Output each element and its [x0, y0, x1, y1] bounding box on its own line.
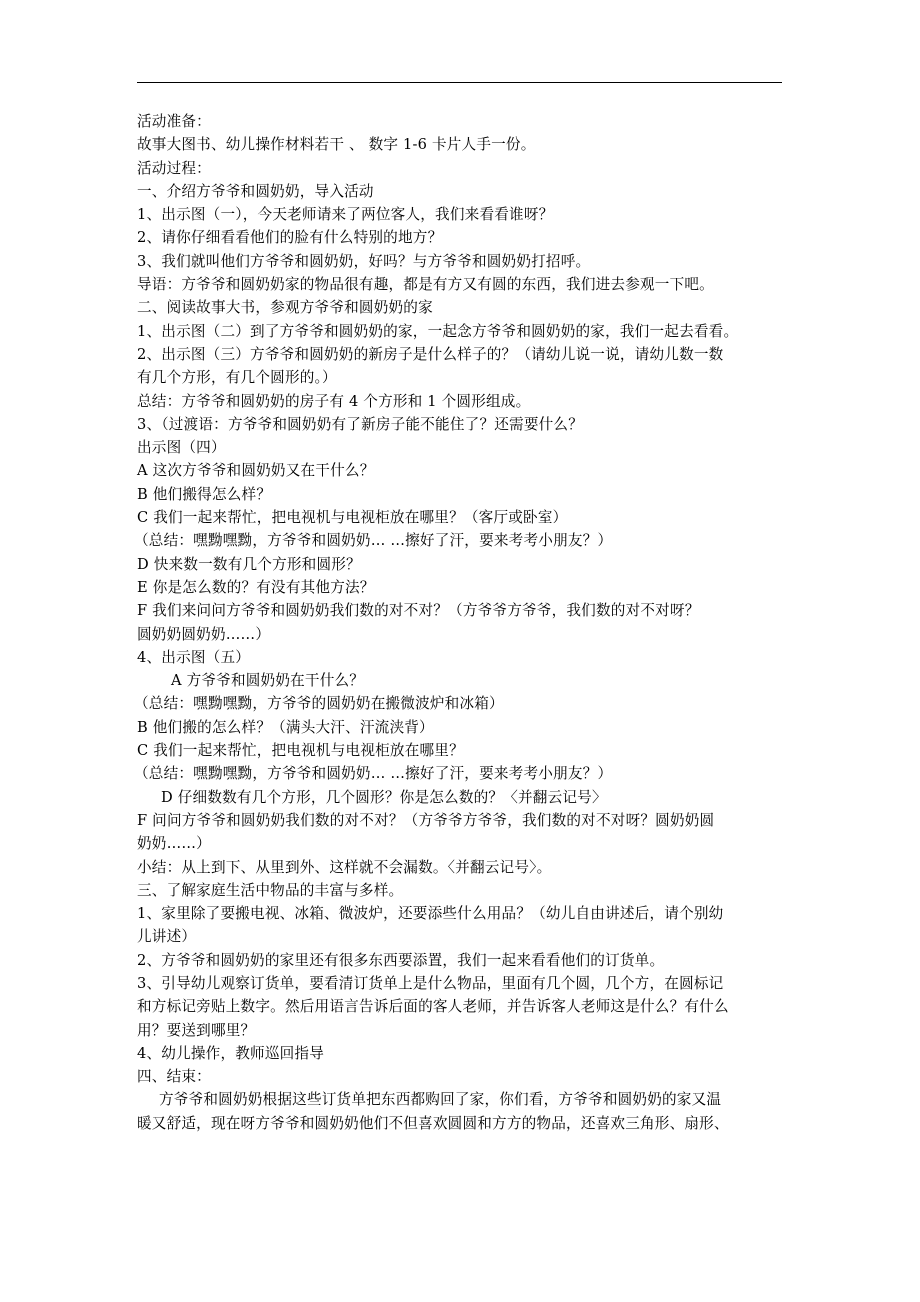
section-heading: 四、结束：	[137, 1068, 211, 1086]
text-line: 4、幼儿操作，教师巡回指导	[137, 1044, 325, 1062]
text-line: 1、出示图（二）到了方爷爷和圆奶奶的家，一起念方爷爷和圆奶奶的家，我们一起去看看。	[137, 322, 739, 340]
text-line: D 快来数一数有几个方形和圆形？	[137, 555, 361, 573]
text-line: 圆奶奶圆奶奶……）	[137, 625, 271, 643]
text-line: （总结：嘿黝嘿黝，方爷爷和圆奶奶… …擦好了汗，要来考考小朋友？）	[134, 532, 613, 550]
text-line: C 我们一起来帮忙，把电视机与电视柜放在哪里？（客厅或卧室）	[137, 509, 568, 527]
text-line: 小结：从上到下、从里到外、这样就不会漏数。〈并翻云记号〉。	[137, 858, 552, 876]
text-line: 3、（过渡语：方爷爷和圆奶奶有了新房子能不能住了？还需要什么？	[137, 415, 584, 433]
section-heading: 一、介绍方爷爷和圆奶奶，导入活动	[137, 182, 374, 200]
text-line: 4、出示图（五）	[137, 648, 251, 666]
section-heading: 二、阅读故事大书，参观方爷爷和圆奶奶的家	[137, 299, 433, 317]
text-line: （总结：嘿黝嘿黝，方爷爷和圆奶奶… …擦好了汗，要来考考小朋友？）	[134, 765, 613, 783]
text-line: 导语：方爷爷和圆奶奶家的物品很有趣，都是有方又有圆的东西，我们进去参观一下吧。	[137, 276, 714, 294]
text-line: B 他们搬的怎么样？（满头大汗、汗流浃背）	[137, 718, 434, 736]
text-line: D 仔细数数有几个方形，几个圆形？你是怎么数的？〈并翻云记号〉	[161, 788, 607, 806]
text-line: A 这次方爷爷和圆奶奶又在干什么？	[137, 462, 375, 480]
text-line: C 我们一起来帮忙，把电视机与电视柜放在哪里？	[137, 742, 464, 760]
text-line: 方爷爷和圆奶奶根据这些订货单把东西都购回了家，你们看，方爷爷和圆奶奶的家又温	[159, 1091, 722, 1109]
text-line: 总结：方爷爷和圆奶奶的房子有 4 个方形和 1 个圆形组成。	[137, 392, 531, 410]
text-line: B 他们搬得怎么样？	[137, 485, 272, 503]
section-label: 活动过程：	[137, 159, 211, 177]
text-line: A 方爷爷和圆奶奶在干什么？	[171, 672, 365, 690]
text-line: 暖又舒适，现在呀方爷爷和圆奶奶他们不但喜欢圆圆和方方的物品，还喜欢三角形、扇形、	[137, 1114, 729, 1132]
text-line: 儿讲述）	[137, 928, 197, 946]
text-line: 有几个方形，有几个圆形的。）	[137, 369, 337, 387]
section-heading: 三、了解家庭生活中物品的丰富与多样。	[137, 881, 404, 899]
text-line: 和方标记旁贴上数字。然后用语言告诉后面的客人老师，并告诉客人老师这是什么？有什么	[137, 998, 729, 1016]
header-rule	[137, 82, 782, 83]
text-line: 3、我们就叫他们方爷爷和圆奶奶，好吗？与方爷爷和圆奶奶打招呼。	[137, 252, 591, 270]
text-line: 1、出示图（一），今天老师请来了两位客人，我们来看看谁呀？	[137, 206, 554, 224]
text-line: 2、方爷爷和圆奶奶的家里还有很多东西要添置，我们一起来看看他们的订货单。	[137, 951, 665, 969]
text-line: F 我们来问问方爷爷和圆奶奶我们数的对不对？（方爷爷方爷爷，我们数的对不对呀？	[137, 602, 700, 620]
text-line: （总结：嘿黝嘿黝，方爷爷的圆奶奶在搬微波炉和冰箱）	[134, 695, 504, 713]
text-line: 3、引导幼儿观察订货单，要看清订货单上是什么物品，里面有几个圆，几个方，在圆标记	[137, 974, 724, 992]
text-line: 用？要送到哪里？	[137, 1021, 256, 1039]
document-body	[134, 110, 797, 1135]
text-line: 1、家里除了要搬电视、冰箱、微波炉，还要添些什么用品？（幼儿自由讲述后，请个别幼	[137, 905, 724, 923]
text-line: 2、请你仔细看看他们的脸有什么特别的地方？	[137, 229, 443, 247]
text-line: 奶奶……）	[137, 835, 211, 853]
text-line: 故事大图书、幼儿操作材料若干 、 数字 1-6 卡片人手一份。	[137, 136, 536, 154]
text-line: 出示图（四）	[137, 439, 226, 457]
section-label: 活动准备：	[137, 113, 211, 130]
text-line: E 你是怎么数的？有没有其他方法？	[137, 578, 375, 596]
text-line: F 问问方爷爷和圆奶奶我们数的对不对？（方爷爷方爷爷，我们数的对不对呀？圆奶奶圆	[137, 811, 715, 829]
text-line: 2、出示图（三）方爷爷和圆奶奶的新房子是什么样子的？（请幼儿说一说，请幼儿数一数	[137, 345, 724, 363]
